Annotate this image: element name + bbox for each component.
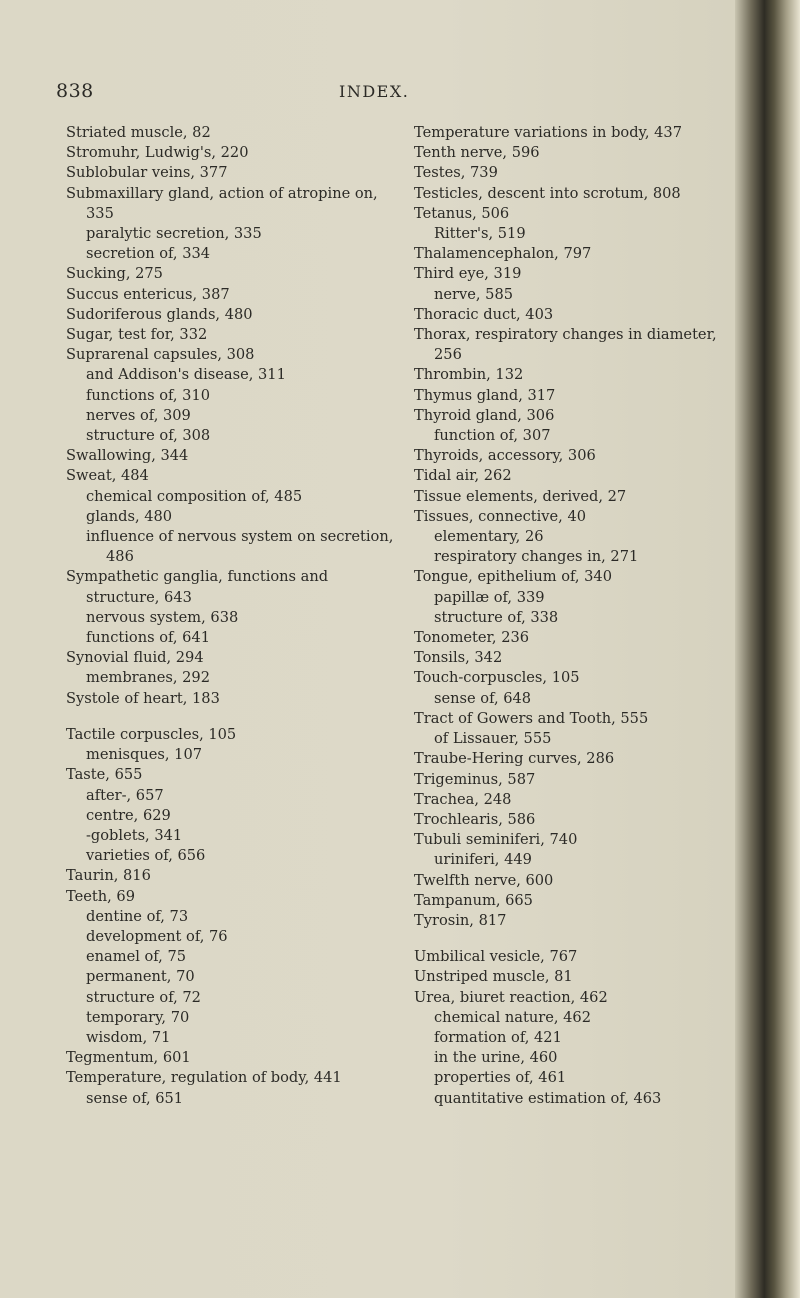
index-subentry: nerves of, 309 [86, 406, 191, 424]
index-entry: Systole of heart, 183 [66, 689, 220, 707]
index-entry: Trigeminus, 587 [414, 770, 536, 788]
index-entry: Taurin, 816 [66, 867, 151, 885]
index-subentry: Ritter's, 519 [434, 225, 526, 243]
index-entry: Tonsils, 342 [414, 649, 503, 667]
index-entry: Twelfth nerve, 600 [414, 871, 554, 889]
index-entry: Sympathetic ganglia, functions and structure, 643 [66, 568, 329, 606]
index-entry: Tyrosin, 817 [414, 911, 507, 929]
index-subentry: of Lissauer, 555 [434, 730, 552, 748]
index-subentry: secretion of, 334 [86, 245, 211, 263]
index-subentry: development of, 76 [86, 927, 228, 945]
index-entry: Touch-corpuscles, 105 [414, 669, 580, 687]
index-entry: Umbilical vesicle, 767 [414, 948, 578, 966]
index-entry: Suprarenal capsules, 308 [66, 346, 255, 364]
index-subentry: functions of, 641 [86, 629, 211, 647]
index-subentry: and Addison's disease, 311 [86, 366, 286, 384]
index-entry: Tissue elements, derived, 27 [414, 487, 627, 505]
page-title: INDEX. [339, 82, 410, 101]
index-entry: Thalamencephalon, 797 [414, 245, 592, 263]
index-entry: Taste, 655 [66, 766, 143, 784]
index-entry: Testicles, descent into scrotum, 808 [414, 184, 681, 202]
index-entry: Succus entericus, 387 [66, 285, 230, 303]
index-entry: Tampanum, 665 [414, 891, 533, 909]
index-entry: Thymus gland, 317 [414, 386, 556, 404]
index-entry: Trachea, 248 [414, 790, 512, 808]
index-subentry: centre, 629 [86, 806, 171, 824]
index-subentry: paralytic secretion, 335 [86, 225, 262, 243]
index-subentry: properties of, 461 [434, 1069, 567, 1087]
index-subentry: nervous system, 638 [86, 608, 239, 626]
index-entry: Unstriped muscle, 81 [414, 968, 573, 986]
index-subentry: influence of nervous system on secretion, 486 [86, 528, 394, 566]
index-subentry: dentine of, 73 [86, 907, 189, 925]
index-entry: Thyroids, accessory, 306 [414, 447, 596, 465]
index-entry: Thorax, respiratory changes in diameter, 256 [414, 326, 717, 364]
book-page-edge [735, 0, 800, 1298]
index-entry: Thoracic duct, 403 [414, 305, 554, 323]
index-entry: Third eye, 319 [414, 265, 522, 283]
index-entry: Synovial fluid, 294 [66, 649, 204, 667]
index-entry: Striated muscle, 82 [66, 124, 211, 141]
index-entry: Teeth, 69 [66, 887, 135, 905]
index-entry: Thyroid gland, 306 [414, 406, 555, 424]
index-column-right [414, 123, 736, 1109]
index-entry: Tongue, epithelium of, 340 [414, 568, 612, 586]
index-subentry: sense of, 648 [434, 689, 532, 707]
index-entry: Stromuhr, Ludwig's, 220 [66, 144, 249, 162]
index-subentry: respiratory changes in, 271 [434, 548, 639, 566]
index-subentry: glands, 480 [86, 507, 173, 525]
index-subentry: menisques, 107 [86, 746, 203, 764]
index-entry: Swallowing, 344 [66, 447, 189, 465]
index-entry: Traube-Hering curves, 286 [414, 750, 615, 768]
index-entry: Tidal air, 262 [414, 467, 512, 485]
index-entry: Temperature, regulation of body, 441 [66, 1069, 342, 1087]
index-entry: Tubuli seminiferi, 740 [414, 831, 578, 849]
index-subentry: function of, 307 [434, 427, 551, 445]
index-subentry: varieties of, 656 [86, 847, 206, 865]
index-subentry: nerve, 585 [434, 285, 514, 303]
index-entry: Urea, biuret reaction, 462 [414, 988, 608, 1006]
index-subentry: elementary, 26 [434, 528, 544, 546]
index-entry: Submaxillary gland, action of atropine on, 335 [66, 184, 378, 222]
index-entry: Tetanus, 506 [414, 204, 510, 222]
index-subentry: functions of, 310 [86, 386, 211, 404]
index-subentry: after-, 657 [86, 786, 164, 804]
index-entry: Tactile corpuscles, 105 [66, 725, 237, 743]
page-header [0, 80, 735, 110]
index-entry: Sublobular veins, 377 [66, 164, 228, 182]
index-subentry: wisdom, 71 [86, 1028, 171, 1046]
index-subentry: uriniferi, 449 [434, 851, 532, 869]
index-subentry: chemical composition of, 485 [86, 487, 303, 505]
index-entry: Tract of Gowers and Tooth, 555 [414, 709, 649, 727]
page-number: 838 [56, 80, 94, 102]
index-entry: Tegmentum, 601 [66, 1049, 191, 1067]
index-subentry: chemical nature, 462 [434, 1008, 592, 1026]
index-subentry: papillæ of, 339 [434, 588, 545, 606]
index-entry: Sweat, 484 [66, 467, 149, 485]
index-subentry: quantitative estimation of, 463 [434, 1089, 662, 1107]
index-entry: Thrombin, 132 [414, 366, 524, 384]
index-subentry: temporary, 70 [86, 1008, 190, 1026]
index-entry: Sucking, 275 [66, 265, 163, 283]
index-entry: Testes, 739 [414, 164, 498, 182]
index-subentry: -goblets, 341 [86, 826, 183, 844]
index-entry: Trochlearis, 586 [414, 810, 536, 828]
index-entry: Sugar, test for, 332 [66, 326, 208, 344]
index-subentry: in the urine, 460 [434, 1049, 558, 1067]
index-entry: Tenth nerve, 596 [414, 144, 540, 162]
index-subentry: enamel of, 75 [86, 948, 187, 966]
index-subentry: structure of, 338 [434, 608, 559, 626]
index-column-left [66, 123, 401, 1109]
index-subentry: structure of, 72 [86, 988, 201, 1006]
index-entry: Sudoriferous glands, 480 [66, 305, 253, 323]
index-entry: Tonometer, 236 [414, 629, 530, 647]
index-subentry: sense of, 651 [86, 1089, 184, 1107]
index-entry: Temperature variations in body, 437 [414, 124, 682, 141]
index-subentry: structure of, 308 [86, 427, 211, 445]
index-subentry: permanent, 70 [86, 968, 195, 986]
index-subentry: membranes, 292 [86, 669, 210, 687]
index-subentry: formation of, 421 [434, 1028, 562, 1046]
index-entry: Tissues, connective, 40 [414, 507, 587, 525]
